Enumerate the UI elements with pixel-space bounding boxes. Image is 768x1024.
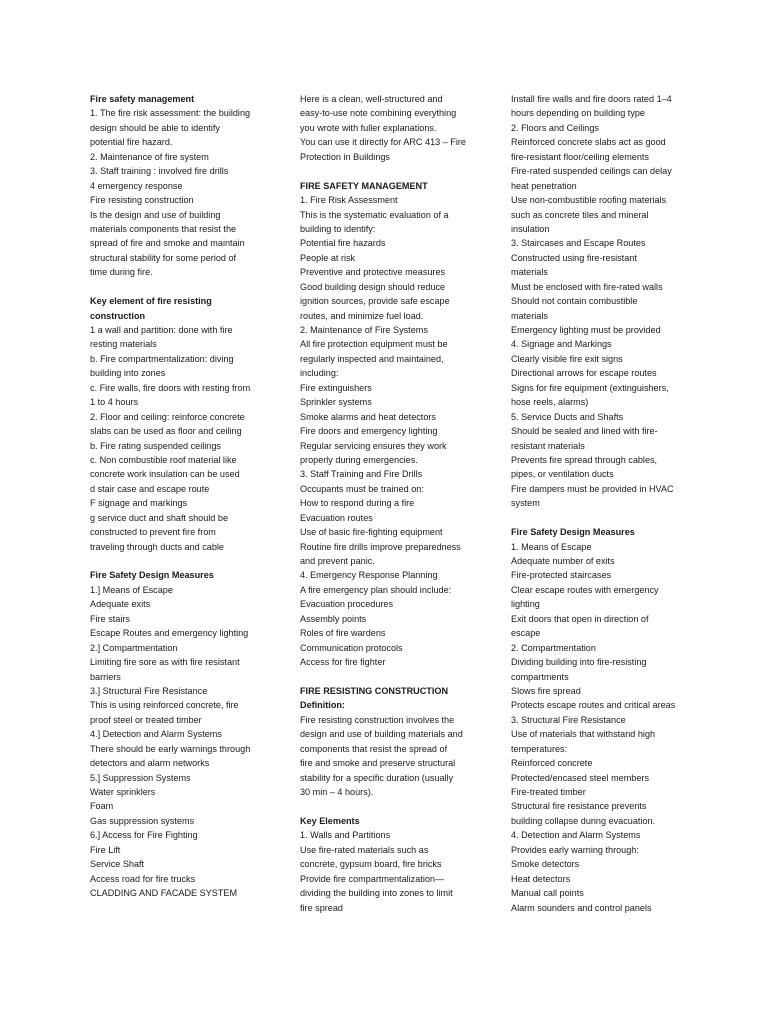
text-line: you wrote with fuller explanations. — [300, 122, 437, 133]
text-line: 2.] Compartmentation — [90, 642, 178, 653]
text-line: Adequate exits — [90, 599, 151, 610]
text-line: proof steel or treated timber — [90, 714, 202, 725]
text-line: Fire dampers must be provided in HVAC — [511, 483, 674, 494]
text-line: materials — [511, 310, 548, 321]
text-line: resistant materials — [511, 440, 585, 451]
text-line — [300, 799, 485, 813]
text-line: Communication protocols — [300, 642, 403, 653]
text-line: Sprinkler systems — [300, 397, 372, 408]
text-line: Evacuation routes — [300, 512, 373, 523]
text-line: Constructed using fire-resistant — [511, 252, 637, 263]
text-line: fire and smoke and preserve structural — [300, 758, 456, 769]
text-line: 1. Walls and Partitions — [300, 830, 391, 841]
text-line: Is the design and use of building — [90, 209, 221, 220]
section-heading: Key element of fire resisting — [90, 296, 212, 307]
text-line: Foam — [90, 801, 114, 812]
text-line: compartments — [511, 671, 569, 682]
text-line: All fire protection equipment must be — [300, 339, 448, 350]
section-heading: Fire safety management — [90, 94, 195, 104]
text-line — [90, 280, 275, 294]
text-line: Regular servicing ensures they work — [300, 440, 447, 451]
section-heading: Fire Safety Design Measures — [511, 527, 635, 538]
text-line: 2. Floors and Ceilings — [511, 122, 599, 133]
text-line: spread of fire and smoke and maintain — [90, 238, 245, 249]
text-line: lighting — [511, 599, 540, 610]
text-line: building collapse during evacuation. — [511, 815, 656, 826]
text-line: Fire-rated suspended ceilings can delay — [511, 166, 672, 177]
text-line: 6.] Access for Fire Fighting — [90, 830, 198, 841]
text-line: d stair case and escape route — [90, 483, 210, 494]
text-line: Here is a clean, well-structured and — [300, 94, 443, 104]
text-line: fire-resistant floor/ceiling elements — [511, 151, 649, 162]
text-line: Use of basic fire-fighting equipment — [300, 527, 443, 538]
text-line: 2. Compartmentation — [511, 642, 596, 653]
text-line: A fire emergency plan should include: — [300, 584, 452, 595]
text-line: 1. Fire Risk Assessment — [300, 195, 398, 206]
text-line: Potential fire hazards — [300, 238, 386, 249]
text-line: Fire stairs — [90, 613, 130, 624]
text-line: Use of materials that withstand high — [511, 729, 656, 740]
section-heading: FIRE SAFETY MANAGEMENT — [300, 180, 428, 191]
text-line: b. Fire rating suspended ceilings — [90, 440, 221, 451]
text-line: b. Fire compartmentalization: diving — [90, 353, 234, 364]
text-line: Reinforced concrete — [511, 758, 593, 769]
text-line: 3. Staircases and Escape Routes — [511, 238, 646, 249]
text-line: Emergency lighting must be provided — [511, 325, 661, 335]
text-line: Reinforced concrete slabs act as good — [511, 137, 666, 148]
text-line: This is the systematic evaluation of a — [300, 209, 449, 220]
text-line: 1.] Means of Escape — [90, 584, 173, 595]
text-line — [511, 511, 696, 525]
text-line: 4. Signage and Markings — [511, 339, 612, 350]
text-line: Use fire-rated materials such as — [300, 844, 429, 855]
text-line — [300, 670, 485, 684]
text-line: Assembly points — [300, 613, 367, 624]
text-line — [90, 554, 275, 568]
text-line: 4. Emergency Response Planning — [300, 570, 438, 581]
text-line: Signs for fire equipment (extinguishers, — [511, 382, 669, 393]
text-line: Directional arrows for escape routes — [511, 368, 657, 379]
text-line: How to respond during a fire — [300, 498, 415, 509]
text-line: F signage and markings — [90, 498, 188, 509]
text-line: building into zones — [90, 368, 166, 379]
text-line: Slows fire spread — [511, 685, 581, 696]
text-line: Provides early warning through: — [511, 844, 639, 855]
text-line: Preventive and protective measures — [300, 267, 446, 278]
text-line: Manual call points — [511, 888, 584, 899]
text-line: dividing the building into zones to limit — [300, 888, 453, 899]
text-line: Clearly visible fire exit signs — [511, 353, 623, 364]
text-line: design should be able to identify — [90, 122, 220, 133]
text-line: components that resist the spread of — [300, 743, 448, 754]
text-line: Use non-combustible roofing materials — [511, 195, 667, 206]
text-line: Fire-protected staircases — [511, 570, 612, 581]
text-line: barriers — [90, 671, 121, 682]
text-line: including: — [300, 368, 339, 379]
text-line: 5.] Suppression Systems — [90, 772, 191, 783]
text-line: Protected/encased steel members — [511, 772, 649, 783]
text-line: Roles of fire wardens — [300, 628, 386, 639]
text-line: Structural fire resistance prevents — [511, 801, 647, 812]
text-line: 4. Detection and Alarm Systems — [511, 830, 641, 841]
section-heading: construction — [90, 310, 146, 321]
text-line: Fire resisting construction — [90, 195, 194, 206]
text-line: Fire Lift — [90, 844, 121, 855]
text-line: This is using reinforced concrete, fire — [90, 700, 239, 711]
text-line: People at risk — [300, 252, 356, 263]
text-line: fire spread — [300, 902, 343, 913]
text-line: Protection in Buildings — [300, 151, 390, 162]
text-line: time during fire. — [90, 267, 153, 278]
text-line: CLADDING AND FACADE SYSTEM — [90, 888, 238, 899]
text-line: Prevents fire spread through cables, — [511, 454, 658, 465]
text-line: detectors and alarm networks — [90, 758, 210, 769]
text-line: Heat detectors — [511, 873, 571, 884]
text-column-1 — [90, 92, 275, 901]
text-line: g service duct and shaft should be — [90, 512, 229, 523]
text-line: 1. The fire risk assessment: the building — [90, 108, 251, 119]
section-heading: Fire Safety Design Measures — [90, 570, 214, 581]
text-line: materials — [511, 267, 548, 278]
text-line: traveling through ducts and cable — [90, 541, 224, 552]
text-line: Must be enclosed with fire-rated walls — [511, 281, 663, 292]
text-line: escape — [511, 628, 541, 639]
section-heading: Definition: — [300, 700, 345, 711]
text-line: constructed to prevent fire from — [90, 527, 216, 538]
text-line: temperatures: — [511, 743, 568, 754]
text-line: Routine fire drills improve preparedness — [300, 541, 461, 552]
text-line: 3.] Structural Fire Resistance — [90, 685, 208, 696]
text-line: resting materials — [90, 339, 157, 350]
text-line: Smoke alarms and heat detectors — [300, 411, 436, 422]
text-line: Gas suppression systems — [90, 815, 195, 826]
text-line: Fire-treated timber — [511, 787, 586, 797]
text-line: Fire resisting construction involves the — [300, 714, 455, 725]
text-line: Service Shaft — [90, 859, 145, 870]
text-line: system — [511, 498, 540, 509]
text-line: concrete work insulation can be used — [90, 469, 240, 480]
text-line: Adequate number of exits — [511, 556, 615, 566]
text-line: properly during emergencies. — [300, 454, 418, 465]
text-line: Fire doors and emergency lighting — [300, 426, 438, 437]
text-line: 30 min – 4 hours). — [300, 787, 374, 797]
text-line: insulation — [511, 223, 550, 234]
text-line: 2. Maintenance of fire system — [90, 151, 209, 162]
text-line: hours depending on building type — [511, 108, 645, 119]
text-line: Access for fire fighter — [300, 657, 386, 668]
text-line: 3. Staff Training and Fire Drills — [300, 469, 423, 480]
text-line: regularly inspected and maintained, — [300, 353, 444, 364]
text-line: heat penetration — [511, 180, 577, 191]
text-line: c. Fire walls, fire doors with resting from — [90, 382, 251, 393]
text-line: You can use it directly for ARC 413 – Fire — [300, 137, 466, 148]
text-line: Escape Routes and emergency lighting — [90, 628, 249, 639]
text-line: 3. Staff training : involved fire drills — [90, 166, 229, 177]
text-line: Water sprinklers — [90, 787, 156, 797]
text-line: Limiting fire sore as with fire resistant — [90, 657, 240, 668]
text-line: Provide fire compartmentalization— — [300, 873, 445, 884]
text-line: and prevent panic. — [300, 556, 375, 566]
text-line: Fire extinguishers — [300, 382, 372, 393]
text-line: easy-to-use note combining everything — [300, 108, 457, 119]
text-line: Should not contain combustible — [511, 296, 638, 307]
text-line: design and use of building materials and — [300, 729, 463, 740]
text-column-2 — [300, 92, 485, 915]
text-line: ignition sources, provide safe escape — [300, 296, 450, 307]
text-line: 1 a wall and partition: done with fire — [90, 325, 233, 335]
text-line: concrete, gypsum board, fire bricks — [300, 859, 442, 870]
section-heading: Key Elements — [300, 815, 360, 826]
section-heading: FIRE RESISTING CONSTRUCTION — [300, 685, 449, 696]
text-line: potential fire hazard. — [90, 137, 173, 148]
text-line: Dividing building into fire-resisting — [511, 657, 647, 668]
text-line: slabs can be used as floor and ceiling — [90, 426, 242, 437]
text-line — [300, 164, 485, 178]
text-line: Protects escape routes and critical areas — [511, 700, 676, 711]
text-line: such as concrete tiles and mineral — [511, 209, 649, 220]
text-line: Good building design should reduce — [300, 281, 446, 292]
text-line: c. Non combustible roof material like — [90, 454, 237, 465]
text-line: 2. Floor and ceiling: reinforce concrete — [90, 411, 245, 422]
text-line: Should be sealed and lined with fire- — [511, 426, 658, 437]
text-line: materials components that resist the — [90, 223, 237, 234]
text-line: 1 to 4 hours — [90, 397, 139, 408]
text-line: building to identify: — [300, 223, 376, 234]
text-line: 4.] Detection and Alarm Systems — [90, 729, 222, 740]
text-line: structural stability for some period of — [90, 252, 237, 263]
text-line: 5. Service Ducts and Shafts — [511, 411, 624, 422]
text-line: Access road for fire trucks — [90, 873, 196, 884]
text-column-3 — [511, 92, 696, 915]
text-line: 3. Structural Fire Resistance — [511, 714, 626, 725]
text-line: Exit doors that open in direction of — [511, 613, 649, 624]
text-line: hose reels, alarms) — [511, 397, 589, 408]
text-line: Evacuation procedures — [300, 599, 394, 610]
text-line: 1. Means of Escape — [511, 541, 592, 552]
text-line: Occupants must be trained on: — [300, 483, 424, 494]
text-line: There should be early warnings through — [90, 743, 251, 754]
text-line: stability for a specific duration (usually — [300, 772, 454, 783]
text-line: Smoke detectors — [511, 859, 580, 870]
text-line: Alarm sounders and control panels — [511, 902, 652, 913]
text-line: Clear escape routes with emergency — [511, 584, 659, 595]
text-line: Install fire walls and fire doors rated 1–4 — [511, 94, 672, 104]
text-line: pipes, or ventilation ducts — [511, 469, 614, 480]
text-line: routes, and minimize fuel load. — [300, 310, 424, 321]
text-line: 2. Maintenance of Fire Systems — [300, 325, 428, 335]
text-line: 4 emergency response — [90, 180, 183, 191]
